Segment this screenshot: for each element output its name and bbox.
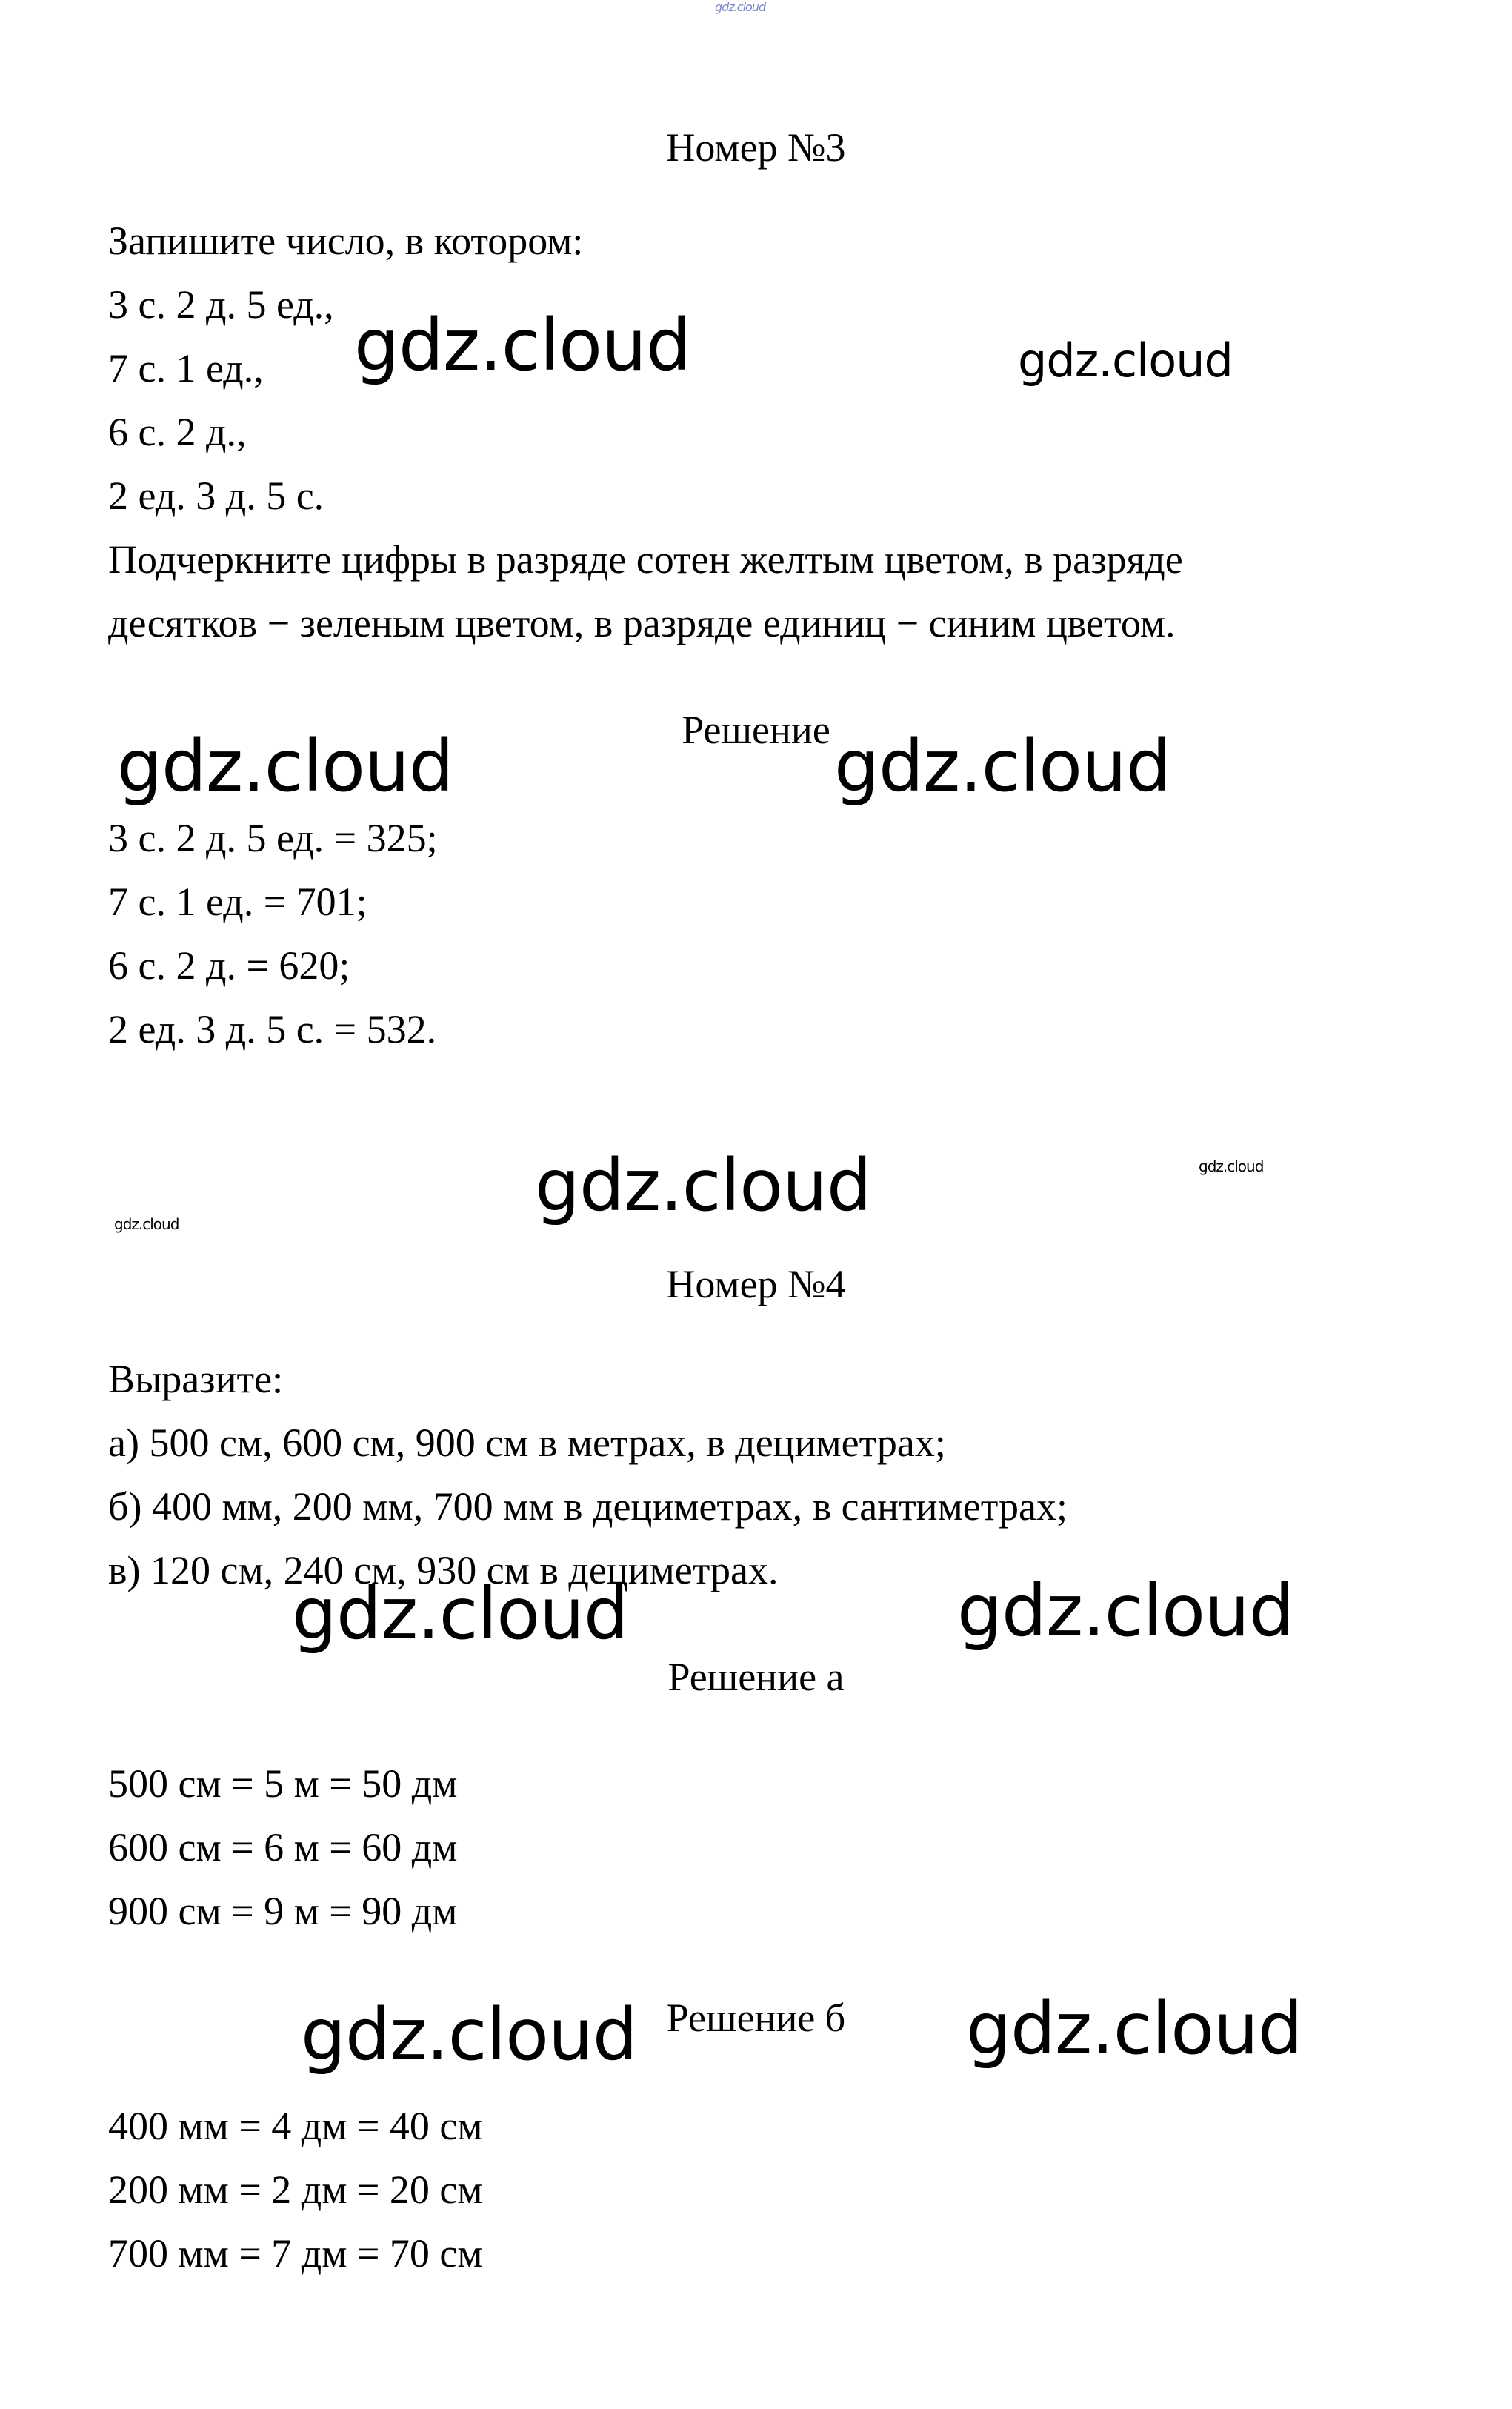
task4-solution-b-line: 400 мм = 4 дм = 40 см (108, 2104, 483, 2148)
top-watermark: gdz.cloud (715, 0, 766, 14)
task3-instruction: Подчеркните цифры в разряде сотен желтым цветом, в разряде (108, 537, 1183, 582)
task4-prompt: Выразите: (108, 1357, 284, 1401)
task3-solution-title: Решение (682, 708, 830, 752)
task3-item: 3 с. 2 д. 5 ед., (108, 282, 334, 327)
task3-item: 2 ед. 3 д. 5 с. (108, 474, 324, 518)
watermark: gdz.cloud (1018, 333, 1233, 388)
watermark: gdz.cloud (957, 1569, 1293, 1652)
task4-item: б) 400 мм, 200 мм, 700 мм в дециметрах, в сантиметрах; (108, 1484, 1068, 1529)
task4-solution-a-line: 500 см = 5 м = 50 дм (108, 1761, 458, 1806)
task3-solution-line: 2 ед. 3 д. 5 с. = 532. (108, 1007, 437, 1051)
task3-solution-line: 3 с. 2 д. 5 ед. = 325; (108, 816, 438, 860)
task4-item: а) 500 см, 600 см, 900 см в метрах, в дециметрах; (108, 1421, 946, 1465)
watermark: gdz.cloud (535, 1144, 871, 1227)
task3-solution-line: 6 с. 2 д. = 620; (108, 943, 350, 988)
watermark: gdz.cloud (117, 725, 453, 808)
watermark: gdz.cloud (1199, 1157, 1264, 1175)
task3-solution-line: 7 с. 1 ед. = 701; (108, 880, 367, 924)
task3-title: Номер №3 (666, 125, 846, 170)
task3-item: 6 с. 2 д., (108, 410, 247, 454)
task4-title: Номер №4 (666, 1262, 846, 1306)
task4-solution-b-line: 700 мм = 7 дм = 70 см (108, 2231, 483, 2276)
task4-solution-a-line: 900 см = 9 м = 90 дм (108, 1889, 458, 1933)
watermark: gdz.cloud (292, 1572, 628, 1655)
task3-prompt: Запишите число, в котором: (108, 219, 584, 263)
task4-item: в) 120 см, 240 см, 930 см в дециметрах. (108, 1548, 779, 1592)
watermark: gdz.cloud (114, 1215, 179, 1233)
watermark: gdz.cloud (301, 1993, 637, 2076)
task4-solution-a-title: Решение а (667, 1655, 845, 1699)
task3-instruction: десятков − зеленым цветом, в разряде единиц − синим цветом. (108, 601, 1176, 645)
watermark: gdz.cloud (834, 725, 1170, 808)
task3-item: 7 с. 1 ед., (108, 346, 264, 391)
task4-solution-a-line: 600 см = 6 м = 60 дм (108, 1825, 458, 1870)
watermark: gdz.cloud (354, 304, 690, 387)
watermark: gdz.cloud (966, 1987, 1302, 2070)
task4-solution-b-line: 200 мм = 2 дм = 20 см (108, 2167, 483, 2212)
task4-solution-b-title: Решение б (666, 1996, 846, 2040)
